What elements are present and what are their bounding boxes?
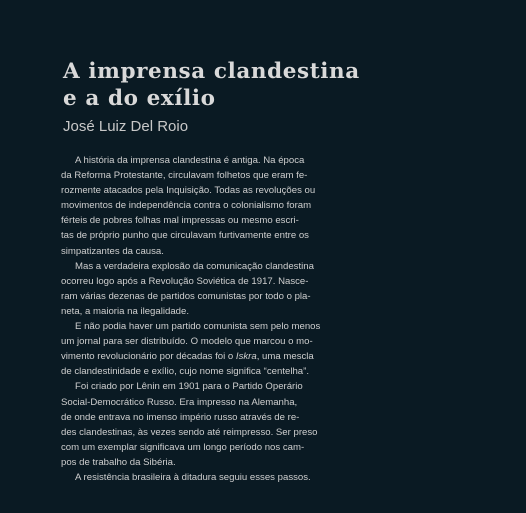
text-line: A resistência brasileira à ditadura seguiu esses passos. [75,471,311,483]
text-line: pos de trabalho da Sibéria. [61,456,176,468]
iskra-title: Iskra [235,351,257,363]
text-line: com um exemplar significava um longo período nos cam- [61,441,305,453]
paragraph [61,319,319,379]
article-body [61,153,319,485]
author-name: José Luiz Del Roio [63,118,189,135]
text-line: de onde entrava no imenso império russo através de re- [61,411,300,423]
paragraph [61,153,319,259]
article-title-line-2: e a do exílio [63,86,216,111]
text-line: rozmente atacados pela Inquisição. Todas as revoluções ou [61,185,316,197]
paragraph [61,470,319,485]
text-line: des clandestinas, às vezes sendo até reimpresso. Ser preso [61,426,318,438]
text-line: neta, a maioria na ilegalidade. [61,305,190,317]
text-line: tas de próprio punho que circulavam furtivamente entre os [61,230,309,242]
text-line: A história da imprensa clandestina é antiga. Na época [75,155,305,166]
text-line: E não podia haver um partido comunista sem pelo menos [75,321,321,333]
article-title-line-1: A imprensa clandestina [63,59,360,84]
text-line: ram várias dezenas de partidos comunistas por todo o pla- [61,290,311,302]
article-title [63,58,360,112]
text-line: de clandestinidade e exílio, cujo nome significa “centelha”. [61,366,309,378]
text-line: Foi criado por Lênin em 1901 para o Partido Operário [75,381,303,393]
text-line: férteis de pobres folhas mal impressas ou mesmo escri- [61,215,299,227]
paragraph [61,259,319,319]
text-line: simpatizantes da causa. [61,245,164,257]
text-line: vimento revolucionário por décadas foi o Iskra, uma mescla [61,351,314,363]
text-line: um jornal para ser distribuído. O modelo que marcou o mo- [61,336,313,348]
text-line: Mas a verdadeira explosão da comunicação clandestina [75,260,314,272]
text-line: da Reforma Protestante, circulavam folhetos que eram fe- [61,170,308,182]
text-line: Social-Democrático Russo. Era impresso na Alemanha, [61,396,298,408]
paragraph [61,379,319,470]
text-line: movimentos de independência contra o colonialismo foram [61,200,312,212]
text-line: ocorreu logo após a Revolução Soviética de 1917. Nasce- [61,275,309,287]
